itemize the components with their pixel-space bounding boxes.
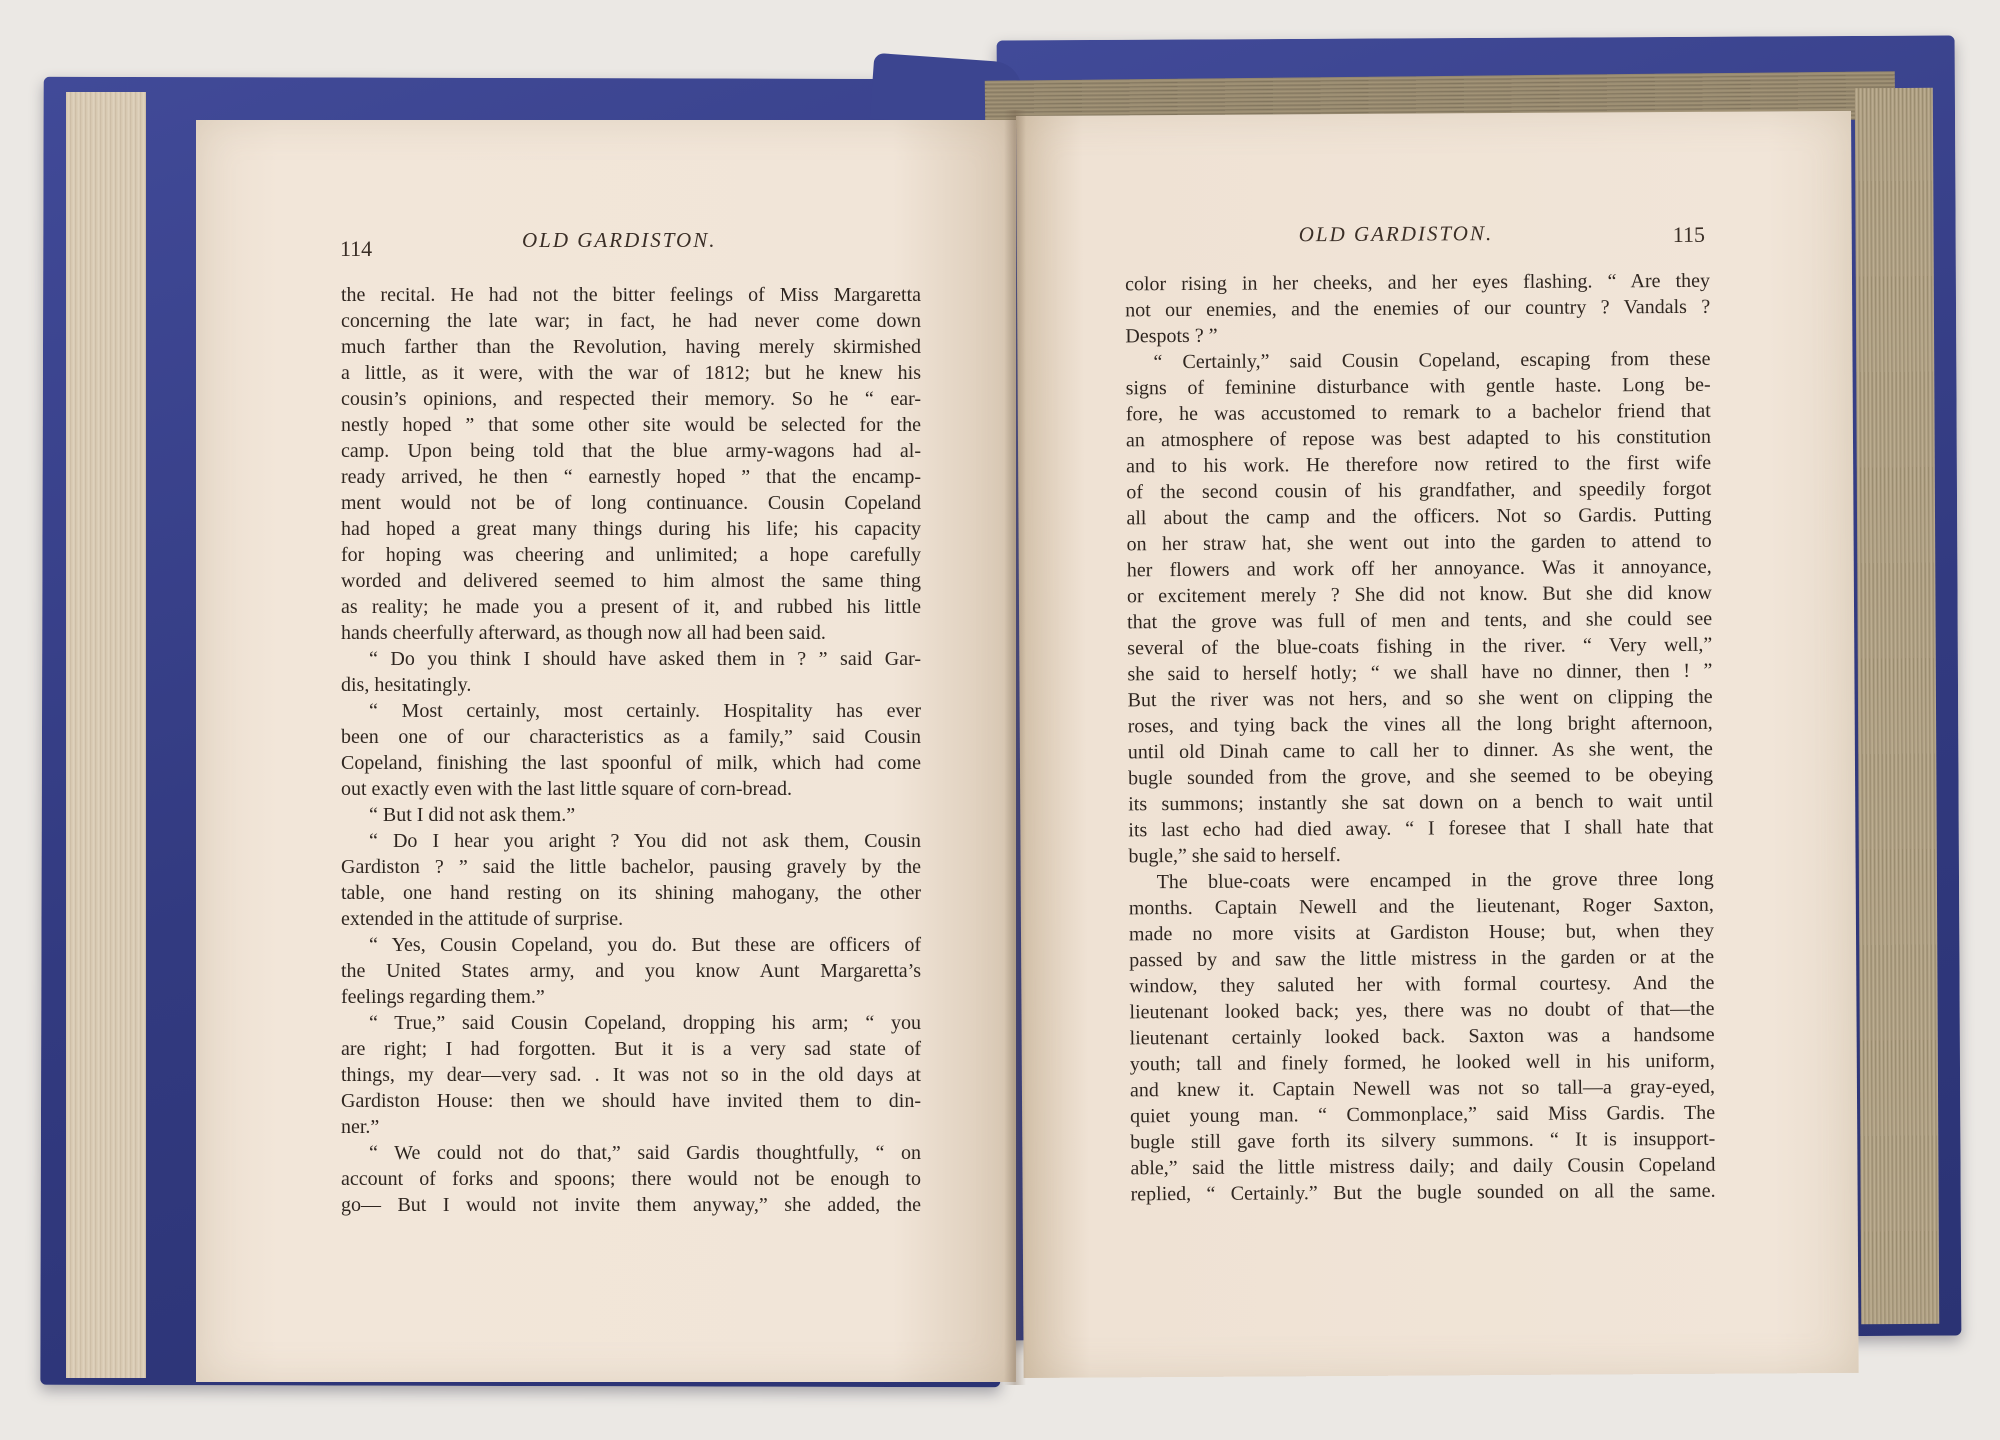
text-line: “ Yes, Cousin Copeland, you do. But these are officers of: [369, 934, 921, 956]
text-line: fore, he was accustomed to remark to a bachelor friend that: [1125, 399, 1711, 426]
text-line: account of forks and spoons; there would not be enough to: [341, 1168, 921, 1190]
text-line: “ Do you think I should have asked them in ? ” said Gar-: [369, 648, 921, 670]
right-page: [1016, 111, 1859, 1378]
text-line: and knew it. Captain Newell was not so tall—a gray-eyed,: [1129, 1075, 1716, 1102]
text-line: and to his work. He therefore now retired to the first wife: [1126, 451, 1712, 478]
text-line: much farther than the Revolution, having merely skirmished: [341, 336, 921, 358]
right-running-head: OLD GARDISTON.: [1298, 221, 1494, 247]
text-line: its summons; instantly she sat down on a bench to wait until: [1128, 789, 1714, 816]
text-line: a little, as it were, with the war of 1812; but he knew his: [341, 362, 921, 384]
text-line: an atmosphere of repose was best adapted to his constitution: [1125, 425, 1712, 452]
text-line: ready arrived, he then “ earnestly hoped ” that the encamp-: [341, 466, 921, 488]
text-line: Gardiston House: then we should have invited them to din-: [341, 1090, 921, 1112]
text-line: table, one hand resting on its shining mahogany, the other: [341, 882, 921, 904]
text-line: Despots ? ”: [1125, 324, 1218, 348]
text-line: Copeland, finishing the last spoonful of milk, which had come: [341, 752, 921, 774]
text-line: But the river was not hers, and so she went on clipping the: [1127, 685, 1713, 712]
text-line: that the grove was full of men and tents, and she could see: [1127, 607, 1713, 634]
text-line: “ True,” said Cousin Copeland, dropping his arm; “ you: [369, 1012, 921, 1034]
text-line: Gardiston ? ” said the little bachelor, pausing gravely by the: [341, 856, 921, 878]
text-line: for hoping was cheering and unlimited; a hope carefully: [341, 544, 921, 566]
text-line: made no more visits at Gardiston House; but, when they: [1128, 919, 1715, 946]
text-line: the recital. He had not the bitter feelings of Miss Margaretta: [341, 284, 921, 306]
text-line: several of the blue-coats fishing in the river. “ Very well,”: [1127, 633, 1713, 660]
text-line: months. Captain Newell and the lieutenant, Roger Saxton,: [1128, 893, 1714, 920]
text-line: had hoped a great many things during his life; his capacity: [341, 518, 921, 540]
text-line: things, my dear—very sad. . It was not so in the old days at: [341, 1064, 921, 1086]
text-line: feelings regarding them.”: [341, 986, 545, 1008]
text-line: its last echo had died away. “ I foresee that I shall hate that: [1128, 815, 1714, 842]
text-line: window, they saluted her with formal courtesy. And the: [1129, 971, 1715, 998]
left-page-text: [341, 282, 921, 1218]
text-line: able,” said the little mistress daily; and daily Cousin Copeland: [1130, 1153, 1716, 1180]
text-line: ment would not be of long continuance. Cousin Copeland: [341, 492, 921, 514]
text-line: of the second cousin of his grandfather, and speedily forgot: [1126, 477, 1712, 504]
text-line: bugle,” she said to herself.: [1128, 844, 1341, 868]
text-line: “ Certainly,” said Cousin Copeland, escaping from these: [1153, 347, 1711, 374]
text-line: been one of our characteristics as a family,” said Cousin: [341, 726, 921, 748]
text-line: cousin’s opinions, and respected their memory. So he “ ear-: [341, 388, 921, 410]
left-page: [196, 120, 1016, 1382]
text-line: her flowers and work off her annoyance. Was it annoyance,: [1126, 555, 1712, 582]
text-line: “ But I did not ask them.”: [369, 804, 576, 826]
left-page-number: 114: [340, 236, 373, 261]
text-line: color rising in her cheeks, and her eyes flashing. “ Are they: [1124, 269, 1711, 296]
text-line: are right; I had forgotten. But it is a very sad state of: [341, 1038, 921, 1060]
book-gutter: [1004, 110, 1026, 1385]
text-line: youth; tall and finely formed, he looked well in his uniform,: [1129, 1049, 1715, 1076]
left-running-head: OLD GARDISTON.: [522, 228, 717, 252]
text-line: “ Do I hear you aright ? You did not ask them, Cousin: [369, 830, 921, 852]
text-line: as reality; he made you a present of it, and rubbed his little: [341, 596, 921, 618]
text-line: “ Most certainly, most certainly. Hospitality has ever: [369, 700, 921, 722]
text-line: she said to herself hotly; “ we shall have no dinner, then ! ”: [1127, 659, 1713, 686]
text-line: nestly hoped ” that some other site would be selected for the: [341, 414, 921, 436]
text-line: roses, and tying back the vines all the long bright afternoon,: [1127, 711, 1713, 738]
text-line: on her straw hat, she went out into the garden to attend to: [1126, 529, 1712, 556]
text-line: hands cheerfully afterward, as though now all had been said.: [341, 622, 826, 644]
text-line: all about the camp and the officers. Not so Gardis. Putting: [1126, 503, 1712, 530]
text-line: passed by and saw the little mistress in the garden or at the: [1129, 945, 1715, 972]
text-line: or excitement merely ? She did not know. But she did know: [1126, 581, 1712, 608]
text-line: not our enemies, and the enemies of our country ? Vandals ?: [1125, 295, 1711, 322]
page-edges-right: [1855, 88, 1939, 1324]
right-page-text: [1125, 268, 1716, 1208]
text-line: concerning the late war; in fact, he had never come down: [341, 310, 921, 332]
text-line: ner.”: [341, 1116, 380, 1138]
text-line: out exactly even with the last little square of corn-bread.: [341, 778, 792, 800]
right-page-number: 115: [1672, 221, 1705, 247]
text-line: “ We could not do that,” said Gardis thoughtfully, “ on: [369, 1142, 921, 1164]
page-edges-left: [66, 92, 146, 1378]
text-line: bugle sounded from the grove, and she seemed to be obeying: [1127, 763, 1714, 790]
text-line: the United States army, and you know Aunt Margaretta’s: [341, 960, 921, 982]
text-line: camp. Upon being told that the blue army-wagons had al-: [341, 440, 921, 462]
text-line: replied, “ Certainly.” But the bugle sounded on all the same.: [1130, 1179, 1716, 1206]
text-line: The blue-coats were encamped in the grove three long: [1156, 867, 1714, 894]
text-line: go— But I would not invite them anyway,” she added, the: [341, 1194, 921, 1216]
text-line: signs of feminine disturbance with gentle haste. Long be-: [1125, 373, 1711, 400]
text-line: extended in the attitude of surprise.: [341, 908, 624, 930]
text-line: lieutenant certainly looked back. Saxton was a handsome: [1129, 1023, 1715, 1050]
text-line: quiet young man. “ Commonplace,” said Miss Gardis. The: [1130, 1101, 1716, 1128]
text-line: until old Dinah came to call her to dinner. As she went, the: [1127, 737, 1713, 764]
text-line: dis, hesitatingly.: [341, 674, 472, 696]
text-line: bugle still gave forth its silvery summons. “ It is insupport-: [1130, 1127, 1716, 1154]
text-line: worded and delivered seemed to him almost the same thing: [341, 570, 921, 592]
text-line: lieutenant looked back; yes, there was no doubt of that—the: [1129, 997, 1715, 1024]
